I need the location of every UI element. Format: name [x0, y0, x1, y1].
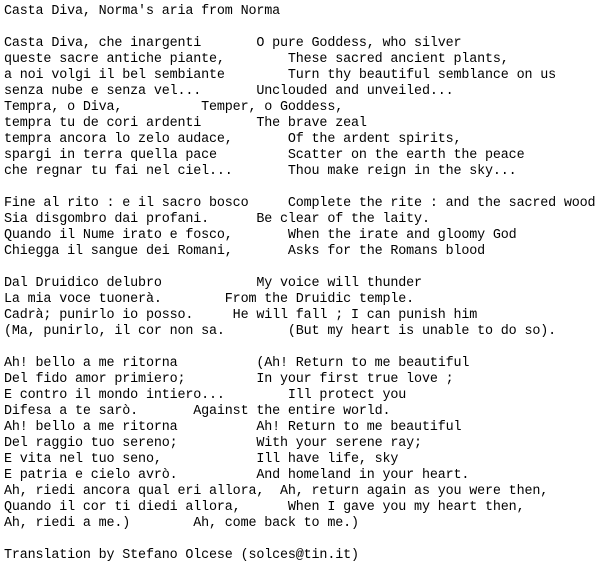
- lyrics-document: [4, 4, 609, 573]
- text-line: Cadrà; punirlo io posso. He will fall ; I can punish him: [4, 308, 478, 323]
- text-line: E contro il mondo intiero... Ill protect you: [4, 388, 407, 403]
- text-line: senza nube e senza vel... Unclouded and unveiled...: [4, 84, 454, 99]
- text-line: (Ma, punirlo, il cor non sa. (But my heart is unable to do so).: [4, 324, 556, 339]
- text-line: Fine al rito : e il sacro bosco Complete the rite : and the sacred wood: [4, 196, 596, 211]
- text-line: Ah! bello a me ritorna (Ah! Return to me beautiful: [4, 356, 470, 371]
- text-line: Casta Diva, che inargenti O pure Goddess, who silver: [4, 36, 462, 51]
- text-line: La mia voce tuonerà. From the Druidic temple.: [4, 292, 415, 307]
- text-line: spargi in terra quella pace Scatter on the earth the peace: [4, 148, 525, 163]
- text-line: Ah! bello a me ritorna Ah! Return to me beautiful: [4, 420, 462, 435]
- text-line: Chiegga il sangue dei Romani, Asks for the Romans blood: [4, 244, 486, 259]
- text-line: Translation by Stefano Olcese (solces@tin.it): [4, 548, 359, 563]
- text-line: Quando il cor ti diedi allora, When I gave you my heart then,: [4, 500, 525, 515]
- text-line: Tempra, o Diva, Temper, o Goddess,: [4, 100, 344, 115]
- text-line: Quando il Nume irato e fosco, When the irate and gloomy God: [4, 228, 517, 243]
- text-line: a noi volgi il bel sembiante Turn thy beautiful semblance on us: [4, 68, 556, 83]
- text-line: che regnar tu fai nel ciel... Thou make reign in the sky...: [4, 164, 517, 179]
- text-line: E vita nel tuo seno, Ill have life, sky: [4, 452, 399, 467]
- text-line: Dal Druidico delubro My voice will thunder: [4, 276, 422, 291]
- text-line: Ah, riedi ancora qual eri allora, Ah, return again as you were then,: [4, 484, 549, 499]
- text-line: tempra tu de cori ardenti The brave zeal: [4, 116, 367, 131]
- text-line: Del fido amor primiero; In your first true love ;: [4, 372, 454, 387]
- text-line: E patria e cielo avrò. And homeland in your heart.: [4, 468, 470, 483]
- text-line: queste sacre antiche piante, These sacred ancient plants,: [4, 52, 509, 67]
- text-line: Difesa a te sarò. Against the entire world.: [4, 404, 391, 419]
- lyrics-text: [4, 4, 609, 564]
- text-line: tempra ancora lo zelo audace, Of the ardent spirits,: [4, 132, 462, 147]
- text-line: Del raggio tuo sereno; With your serene ray;: [4, 436, 422, 451]
- text-line: Ah, riedi a me.) Ah, come back to me.): [4, 516, 359, 531]
- document-title: Casta Diva, Norma's aria from Norma: [4, 4, 280, 19]
- text-line: Sia disgombro dai profani. Be clear of the laity.: [4, 212, 430, 227]
